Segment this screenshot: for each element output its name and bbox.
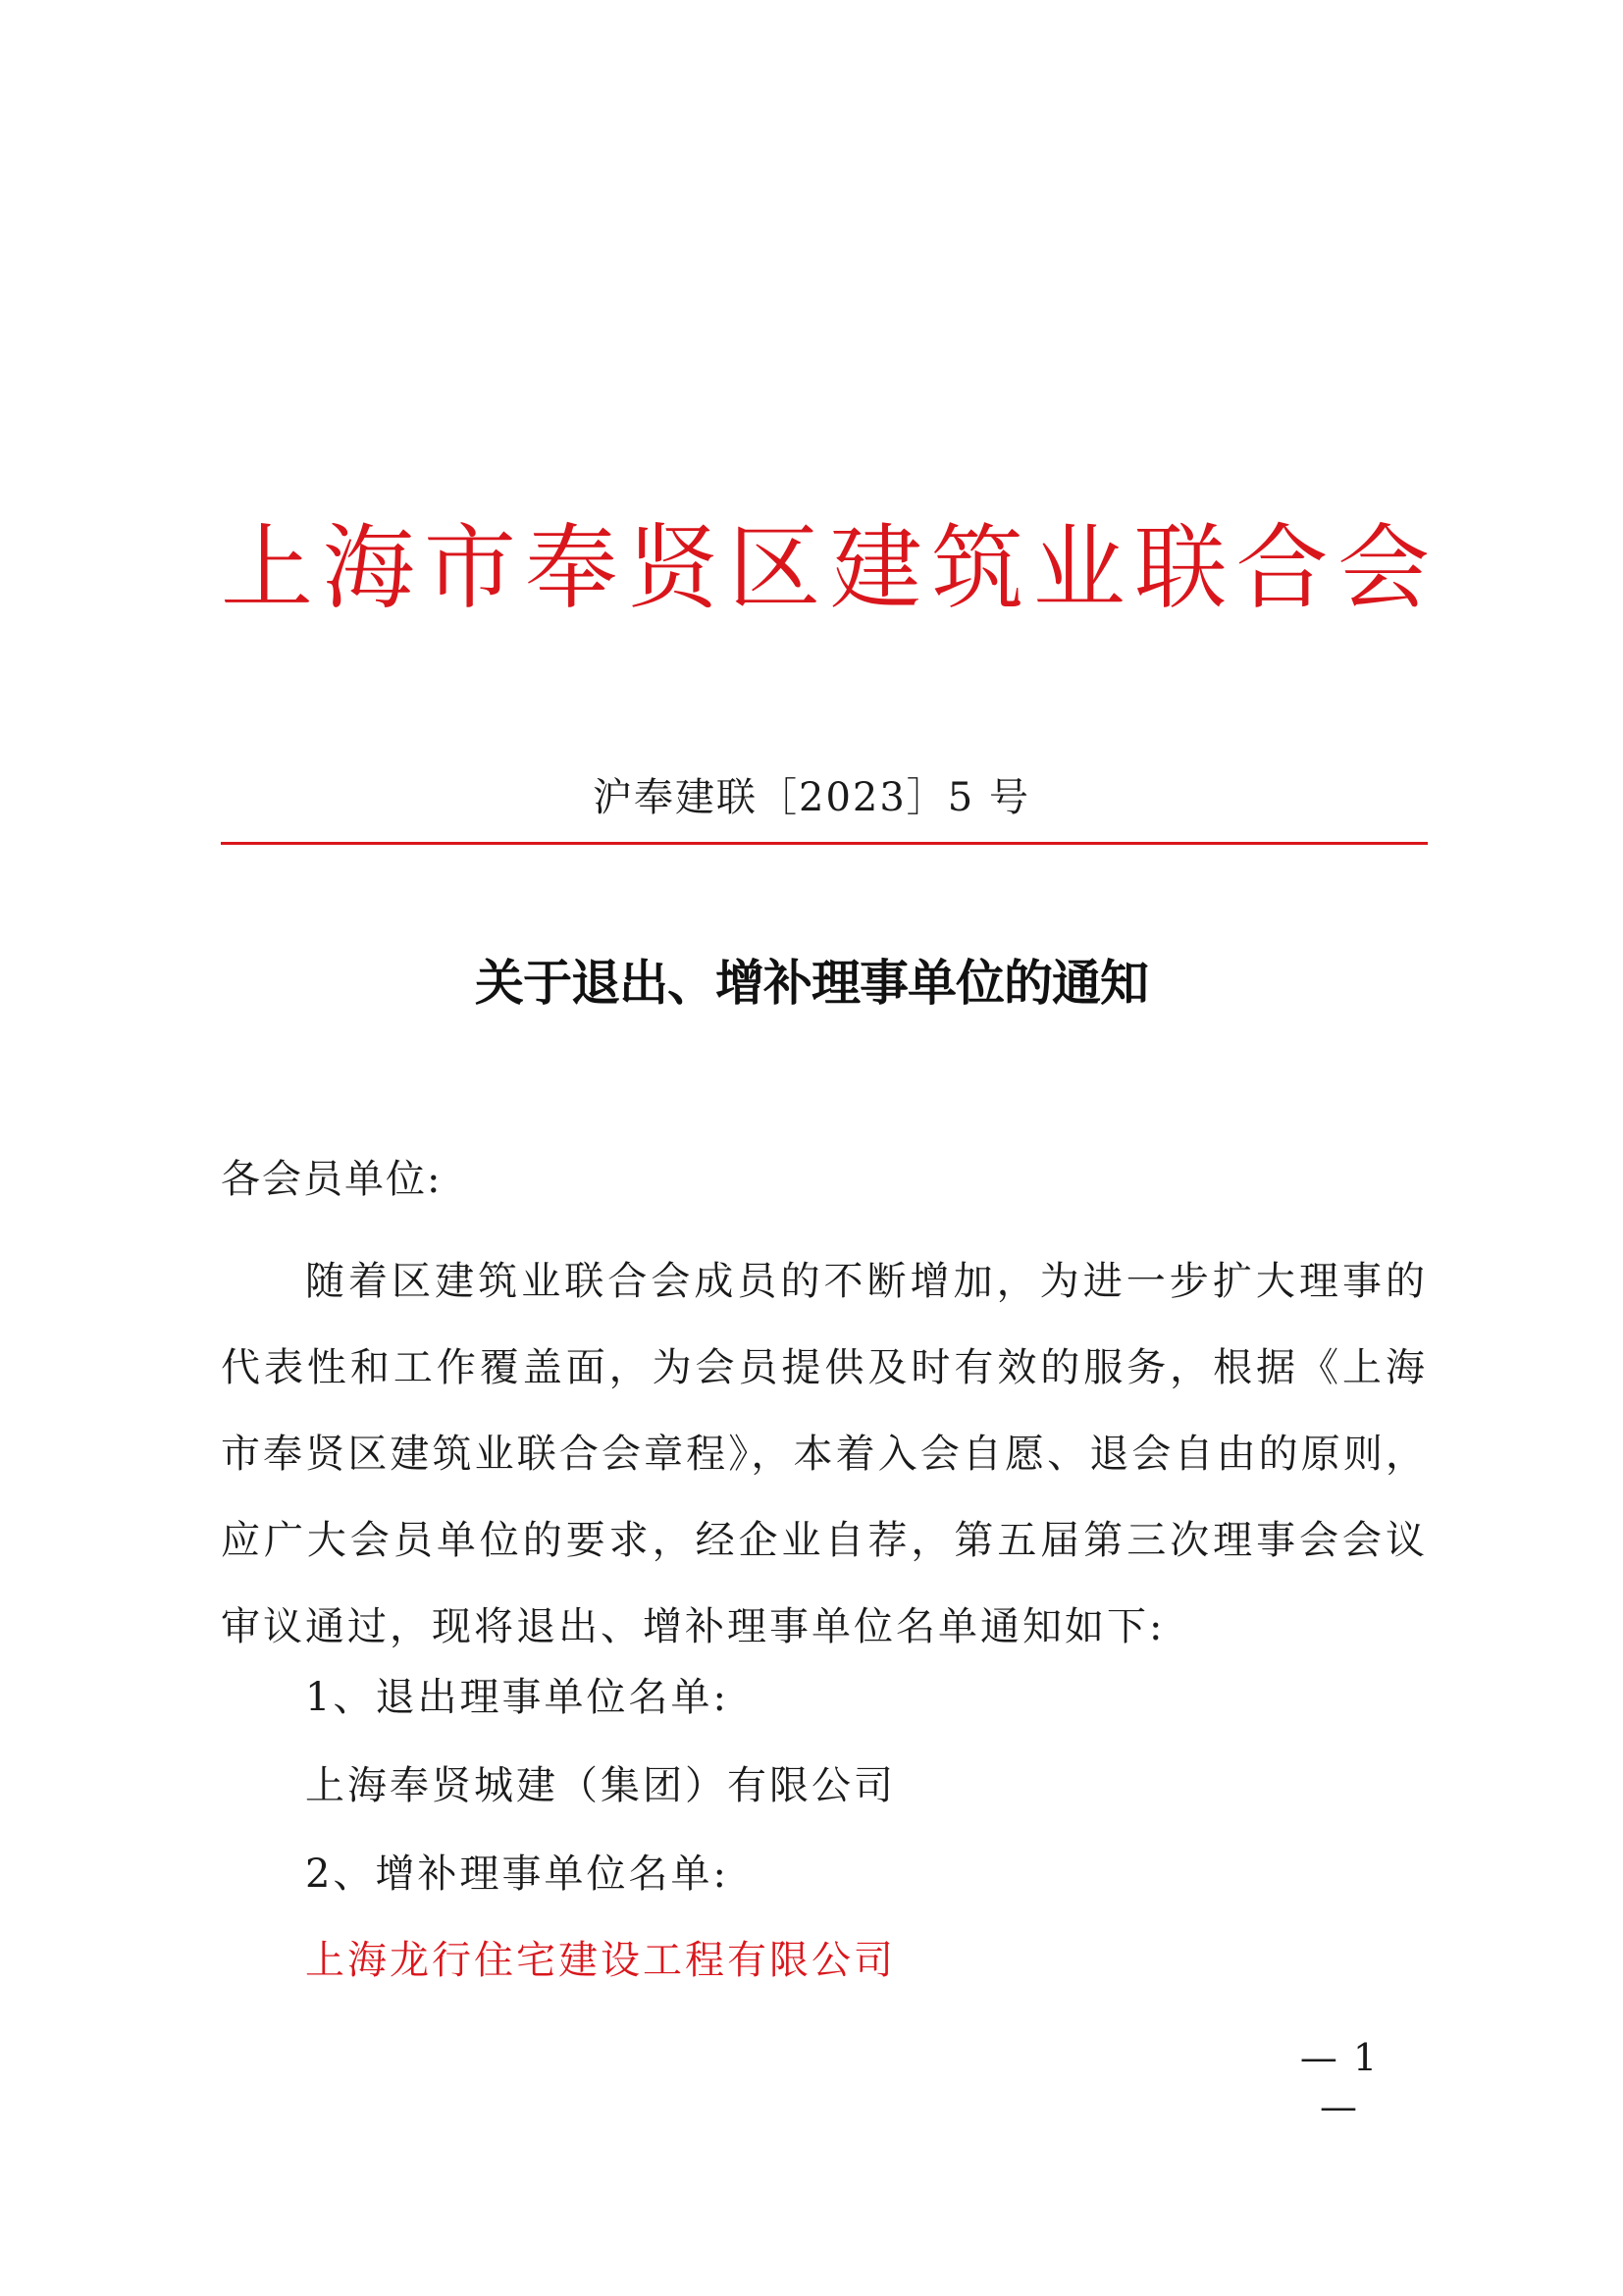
issuing-organization-title: 上海市奉贤区建筑业联合会	[221, 515, 1438, 622]
document-title: 关于退出、增补理事单位的通知	[475, 955, 1148, 1012]
withdraw-list-heading: 1、退出理事单位名单:	[305, 1675, 729, 1720]
withdraw-company: 上海奉贤城建（集团）有限公司	[305, 1763, 896, 1808]
red-divider-line	[221, 842, 1428, 845]
salutation: 各会员单位:	[221, 1157, 443, 1202]
document-number: 沪奉建联［2023］5 号	[593, 775, 1030, 820]
add-company: 上海龙行住宅建设工程有限公司	[305, 1938, 896, 1983]
page-number: — 1 —	[1299, 2036, 1380, 2128]
add-list-heading: 2、增补理事单位名单:	[305, 1852, 729, 1897]
body-paragraph: 随着区建筑业联合会成员的不断增加，为进一步扩大理事的代表性和工作覆盖面，为会员提供及时有效的服务，根据《上海市奉贤区建筑业联合会章程》，本着入会自愿、退会自由的原则，应广大会员单位的要求，经企业自荐，第五届第三次理事会会议审议通过，现将退出、增补理事单位名单通知如下:	[221, 1259, 1428, 1649]
